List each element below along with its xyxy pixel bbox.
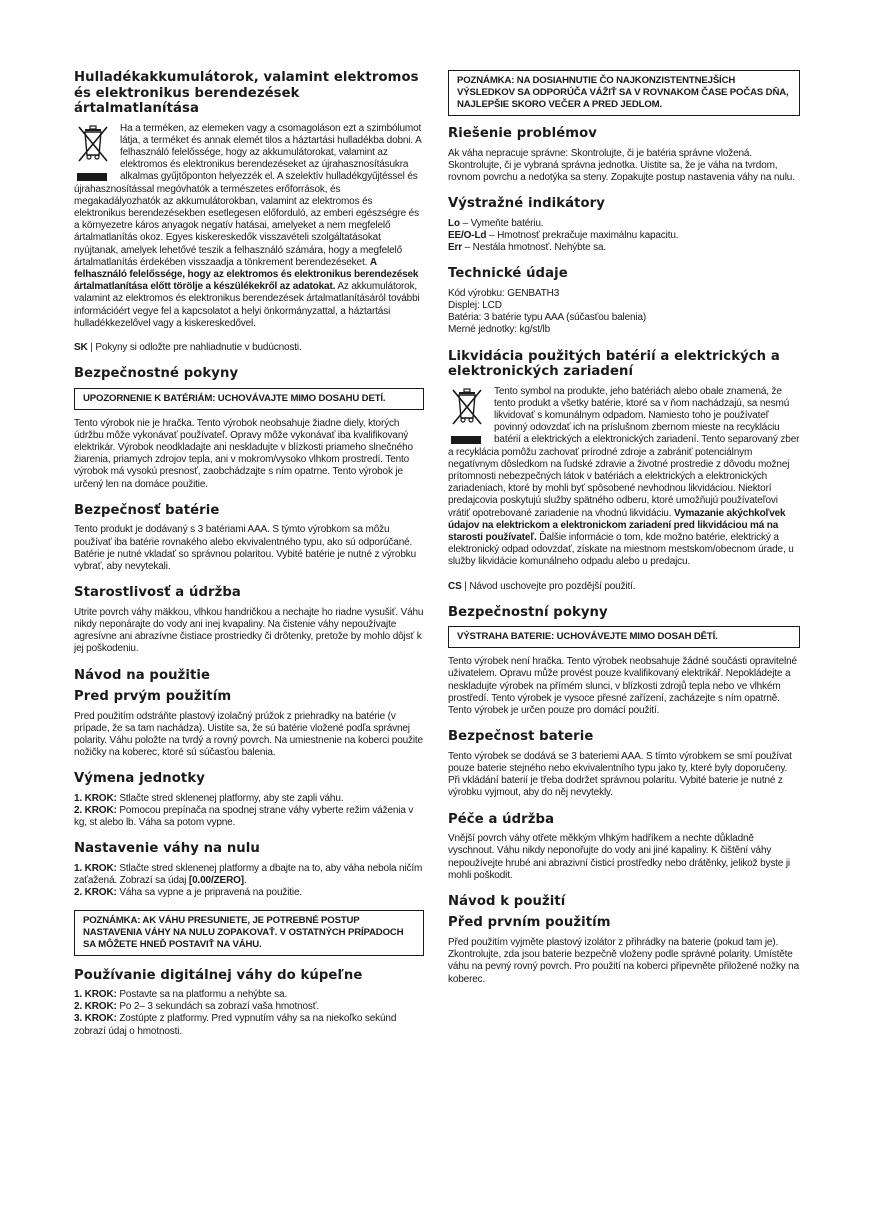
zero-step-2 (74, 887, 424, 899)
step-text: Pomocou prepínača na spodnej strane váhy vyberte režim váženia v kg, st alebo lb. Váha sa potom vypne. (74, 805, 414, 829)
indicator-lo (448, 218, 800, 230)
units-title: Výmena jednotky (74, 771, 205, 787)
specs-title: Technické údaje (448, 266, 568, 282)
spec-line: Displej: LCD (448, 299, 502, 311)
troubleshooting-section (448, 126, 800, 184)
units-section (74, 771, 424, 829)
sk-note: SK | Pokyny si odložte pre nahliadnutie v budúcnosti. (74, 341, 302, 353)
step-text: Stlačte stred sklenenej platformy a dbajte na to, aby váha nebola ničím zaťažená. Zobrazí sa údaj (74, 862, 423, 887)
sk-code: SK (74, 341, 88, 353)
using-section (74, 968, 424, 1038)
indicators-title: Výstražné indikátory (448, 196, 605, 212)
indicator-text: – Nestála hmotnosť. Nehýbte sa. (462, 242, 607, 254)
first-use-cs-body: Před použitím vyjměte plastový izolátor z přihrádky na baterie (pokud tam je). Zkontrolujte, zda jsou baterie bezpečně vloženy podle správné polarity. Umístěte váhu na pevný rovný povrch. Pro použití na koberci připevněte přiložené nožky na koberec. (448, 936, 799, 985)
weee-sk-title: Likvidácia použitých batérií a elektrických a elektronických zariadení (448, 348, 780, 380)
left-column (74, 70, 424, 1038)
cs-code: CS (448, 580, 462, 592)
spec-line: Kód výrobku: GENBATH3 (448, 287, 560, 299)
indicator-code: Lo (448, 217, 460, 229)
instructions-title: Návod na použitie (74, 667, 211, 683)
weee-hu-text-bold: A felhasználó felelőssége, hogy az elektromos és elektronikus berendezések ártalmatlanítása előtt törölje a készülékekről az adatokat. (74, 256, 419, 293)
weee-sk-section (448, 349, 800, 569)
sk-note-text: Pokyny si odložte pre nahliadnutie v budúcnosti. (95, 341, 302, 353)
troubleshooting-body: Ak váha nepracuje správne: Skontrolujte, či je batéria správne vložená. Skontrolujte, či je vybraná správna jednotka. Uistite sa, že je váha na tvrdom, rovnom povrchu a nedotýka sa steny. Zopakujte postup nastavenia váhy na nulu. (448, 147, 795, 183)
step-label: 1. KROK: (74, 862, 117, 874)
instructions-cs-section (448, 894, 800, 910)
instructions-section (74, 668, 424, 684)
weee-hu-text-2: Az akkumulátorok, valamint az elektromos és elektronikus berendezések ártalmatlanításáról további információért vegye fel a kapcsolatot a helyi önkormányzattal, a háztartási hulladékkezelővel vagy a kiskereskedővel. (74, 281, 420, 329)
weee-sk-body (448, 386, 800, 569)
spec-line: Merné jednotky: kg/st/lb (448, 324, 551, 336)
units-step-2 (74, 805, 424, 829)
indicators-section (448, 196, 800, 254)
care-cs-section (448, 812, 800, 882)
zero-step-1 (74, 863, 424, 887)
battery-warning-cs-box: VÝSTRAHA BATERIE: UCHOVÁVEJTE MIMO DOSAH DĚTÍ. (448, 626, 800, 648)
using-step-1 (74, 989, 424, 1001)
step-label: 1. KROK: (74, 792, 117, 804)
step-text-end: . (243, 875, 247, 887)
weee-bar (77, 173, 107, 181)
zero-section (74, 841, 424, 955)
step-label: 1. KROK: (74, 989, 117, 1001)
step-label: 3. KROK: (74, 1013, 117, 1025)
using-step-3 (74, 1013, 424, 1037)
battery-cs-body: Tento výrobek se dodává se 3 bateriemi AAA. S tímto výrobkem se smí používat pouze baterie stejného nebo ekvivalentního typu jako ty, které byly doporučeny. Při vkládání baterií je třeba dodržet správnou polaritu. Vybité baterie je nutné z výrobku vyjmout, aby do něj nevytekly. (448, 750, 792, 799)
indicator-text: – Hmotnosť prekračuje maximálnu kapacitu. (486, 229, 679, 241)
weee-sk-text-2: Ďalšie informácie o tom, kde možno batérie, elektrický a elektronický odpad odovzdať, získate na miestnom mestskom/obecnom úrade, u služby likvidácie komunálneho odpadu alebo u predajcu. (448, 531, 794, 568)
weee-hu-section (74, 70, 424, 330)
battery-section (74, 503, 424, 573)
weee-bin-icon (448, 386, 488, 444)
step-text: Zostúpte z platformy. Pred vypnutím váhy sa na niekoľko sekúnd zobrazí údaj o hmotnosti. (74, 1013, 397, 1037)
step-text: Váha sa vypne a je pripravená na použitie. (116, 887, 303, 899)
troubleshooting-title: Riešenie problémov (448, 126, 597, 141)
indicator-text: – Vymeňte batériu. (459, 217, 544, 229)
care-cs-body: Vnější povrch váhy otřete měkkým vlhkým hadříkem a nechte důkladně vyschnout. Váhu nikdy neponořujte do vody ani jiné kapaliny. K čištění váhy nepoužívejte hrubé ani abrazivní čisticí prostředky nebo drátěnky, jelikož byste ji mohli poškodit. (448, 833, 790, 881)
first-use-cs-section (448, 915, 800, 985)
step-label: 2. KROK: (74, 1001, 117, 1013)
care-section (74, 585, 424, 655)
cs-note-text: Návod uschovejte pro pozdější použití. (469, 580, 636, 592)
safety-cs-body: Tento výrobek není hračka. Tento výrobek neobsahuje žádné součásti opravitelné uživatelem. Opravu může provést pouze kvalifikovaný elektrikář. Nepokládejte a neskladujte výrobek na přímém slunci, v blízkosti zdrojů tepla nebo ve vlhkém prostředí. Tento výrobek je vysoce přesné zařízení, zacházejte s ním opatrně. Tento výrobek je určen pouze pro domácí použití. (448, 656, 797, 717)
weee-hu-text-1: Ha a terméken, az elemeken vagy a csomagoláson ezt a szimbólumot látja, a terméket és annak elemét tilos a háztartási hulladékba dobni. A felhasználó felelőssége, hogy az akkumulátorokat, valamint az elektromos és elektronikus berendezéseket az újrahasznosításukra alkalmas gyűjtőponton helyezzék el. A szelektív hulladékgyűjtéssel és újrahasznosítással megóvhatók a természetes erőforrások, és megakadályozhatók az akkumulátorokban, valamint az elektromos és elektronikus berendezésekben esetlegesen előforduló, az emberi egészségre és a környezetre káros anyagok negatív hatásai, amelyeket a nem megfelelő ártalmatlanítás okoz. Egyes kiskereskedők visszavételi szolgáltatásokat nyújtanak, amelyek lehetővé teszik a felhasználó számára, hogy a megfelelő ártalmatlanítás érdekében visszaadja a tönkrement berendezéseket. (74, 122, 422, 268)
step-text: Po 2– 3 sekundách sa zobrazí vaša hmotnosť. (116, 1001, 319, 1013)
right-column (448, 70, 800, 986)
cs-note: CS | Návod uschovejte pro pozdější použití. (448, 580, 636, 592)
top-note-box: POZNÁMKA: NA DOSIAHNUTIE ČO NAJKONZISTENTNEJŠÍCH VÝSLEDKOV SA ODPORÚČA VÁŽIŤ SA V ROVNAKOM ČASE POČAS DŇA, NAJLEPŠIE SKORO VEČER A PRED JEDLOM. (448, 70, 800, 116)
battery-cs-section (448, 729, 800, 799)
battery-warning-box: UPOZORNENIE K BATÉRIÁM: UCHOVÁVAJTE MIMO DOSAHU DETÍ. (74, 388, 424, 410)
first-use-title: Pred prvým použitím (74, 689, 232, 704)
battery-body: Tento produkt je dodávaný s 3 batériami AAA. S týmto výrobkom sa môžu používať iba batérie rovnakého alebo ekvivalentného typu, ako sú odporúčané. Batérie je nutné vkladať so správnou polaritou. Vybité batérie je nutné z výrobku vybrať, aby nevytekali. (74, 524, 416, 572)
indicator-eeo (448, 230, 800, 242)
using-step-2 (74, 1001, 424, 1013)
step-label: 2. KROK: (74, 805, 117, 817)
safety-title: Bezpečnostné pokyny (74, 366, 239, 382)
care-title: Starostlivosť a údržba (74, 585, 241, 601)
step-text: Postavte sa na platformu a nehýbte sa. (116, 989, 288, 1001)
weee-bar (451, 436, 481, 444)
care-cs-title: Péče a údržba (448, 811, 555, 827)
zero-note-box: POZNÁMKA: AK VÁHU PRESUNIETE, JE POTREBNÉ POSTUP NASTAVENIA VÁHY NA NULU ZOPAKOVAŤ. V OSTATNÝCH PRÍPADOCH SA MÔŽETE HNEĎ POSTAVIŤ NA VÁHU. (74, 910, 424, 956)
weee-sk-text-bold: Vymazanie akýchkoľvek údajov na elektrickom a elektronickom zariadení pred likvidáciou má na starosti používateľ. (448, 507, 786, 543)
indicator-code: Err (448, 242, 463, 254)
specs-section (448, 266, 800, 336)
weee-hu-body (74, 123, 424, 330)
weee-hu-title: Hulladékakkumulátorok, valamint elektromos és elektronikus berendezések ártalmatlanítása (74, 70, 419, 116)
spec-line: Batéria: 3 batérie typu AAA (súčasťou balenia) (448, 312, 647, 324)
safety-cs-section (448, 605, 800, 718)
safety-body: Tento výrobok nie je hračka. Tento výrobok neobsahuje žiadne diely, ktorých údržbu môže vykonávať používateľ. Opravy môže vykonávať iba kvalifikovaný elektrikár. Výrobok neodkladajte ani neskladujte v blízkosti priameho slnečného žiarenia, priamych zdrojov tepla, ani v mokrom/vysoko vlhkom prostredí. Tento výrobok má vysokú presnosť, zaobchádzajte s ním opatrne. Tento výrobok je určený len na domáce použitie. (74, 417, 413, 490)
safety-section (74, 366, 424, 491)
first-use-cs-title: Před prvním použitím (448, 915, 611, 931)
care-body: Utrite povrch váhy mäkkou, vlhkou handričkou a nechajte ho riadne vysušiť. Váhu nikdy neponárajte do vody ani inej kvapaliny. Na čistenie váhy nepoužívajte agresívne ani abrazívne čistiace prostriedky či drôtenky, pretože by mohlo dôjsť k jej poškodeniu. (74, 606, 424, 655)
units-step-1 (74, 793, 424, 805)
indicator-err (448, 242, 800, 254)
safety-cs-title: Bezpečnostní pokyny (448, 604, 608, 620)
weee-bin-icon (74, 123, 114, 181)
indicator-code: EE/O-Ld (448, 229, 487, 241)
first-use-body: Pred použitím odstráňte plastový izolačný prúžok z priehradky na batérie (v prípade, že sa tam nachádza). Uistite sa, že sú batérie vložené podľa správnej polarity. Váhu položte na tvrdý a rovný povrch. Na umiestnenie na koberci použite nožičky na koberec, ktoré sú súčasťou balenia. (74, 710, 423, 759)
instructions-cs-title: Návod k použití (448, 893, 566, 909)
zero-title: Nastavenie váhy na nulu (74, 841, 260, 857)
battery-cs-title: Bezpečnost baterie (448, 729, 594, 745)
step-text: Stlačte stred sklenenej platformy, aby ste zapli váhu. (116, 792, 344, 804)
using-title: Používanie digitálnej váhy do kúpeľne (74, 967, 363, 983)
step-label: 2. KROK: (74, 887, 117, 899)
first-use-section (74, 689, 424, 759)
battery-title: Bezpečnosť batérie (74, 502, 220, 518)
weee-sk-text-1: Tento symbol na produkte, jeho batériách alebo obale znamená, že tento produkt a všetky batérie, ktoré sa v ňom nachádzajú, sa nesmú likvidovať s komunálnym odpadom. Namiesto toho je používateľ povinný odovzdať ich na príslušnom zbernom mieste na recykláciu batérií a elektrických a elektronických zariadení. Tento separovaný zber a recyklácia pomôžu zachovať prírodné zdroje a zabrániť potenciálnym negatívnym dôsledkom na ľudské zdravie a životné prostredie z dôvodu možnej prítomnosti nebezpečných látok v batériách a elektrických a elektronických zariadeniach, ktoré by mohli byť spôsobené nevhodnou likvidáciou. Niektorí predajcovia poskytujú služby spätného odberu, ktoré umožňujú používateľovi vrátiť opotrebované zariadenie na vhodnú likvidáciu. (448, 385, 800, 519)
zero-display-value: [0.00/ZERO] (188, 875, 244, 887)
